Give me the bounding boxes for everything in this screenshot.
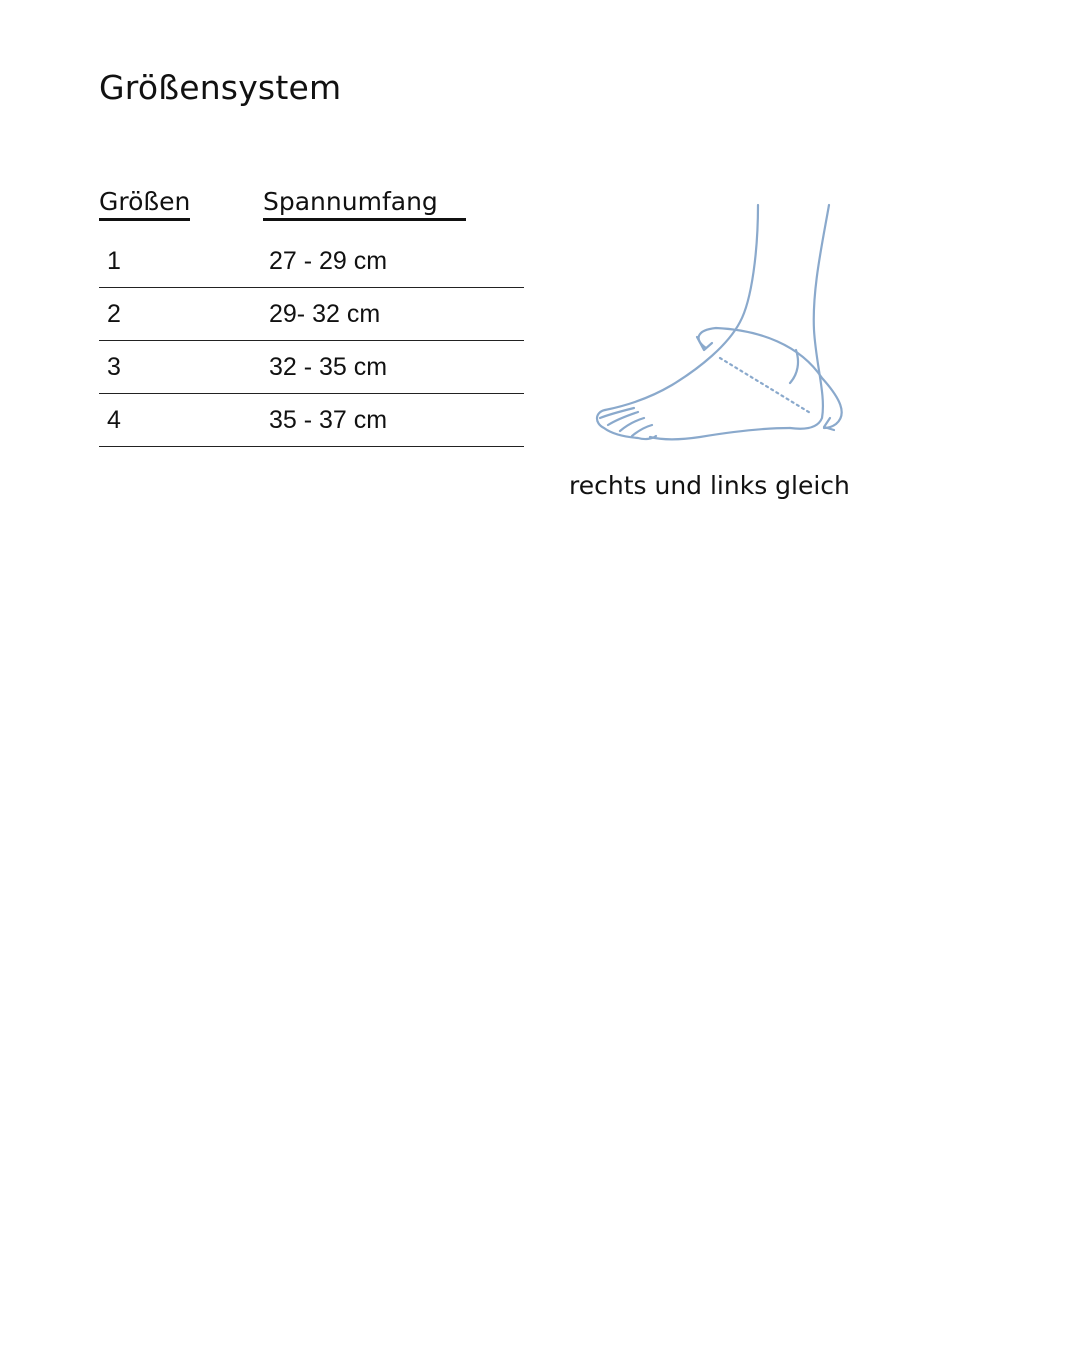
page-title: Größensystem (99, 68, 342, 107)
table-row (99, 235, 524, 288)
table-row (99, 341, 524, 394)
column-header-sizes: Größen (99, 187, 190, 221)
size-cell: 1 (107, 247, 121, 275)
leg-front-outline (605, 205, 758, 410)
size-cell: 3 (107, 353, 121, 381)
leg-back-outline (790, 205, 829, 429)
size-cell: 4 (107, 406, 121, 434)
table-header-row (99, 183, 524, 235)
size-table (99, 183, 524, 447)
range-cell: 35 - 37 cm (269, 406, 388, 434)
range-cell: 27 - 29 cm (269, 247, 388, 275)
toes-outline (597, 410, 656, 439)
sole-outline (650, 428, 790, 439)
table-row (99, 394, 524, 447)
foot-measurement-illustration-icon (585, 195, 860, 455)
range-cell: 32 - 35 cm (269, 353, 388, 381)
range-cell: 29- 32 cm (269, 300, 381, 328)
table-row (99, 288, 524, 341)
column-header-instep-circumference: Spannumfang (263, 187, 466, 221)
caption: rechts und links gleich (569, 471, 850, 500)
size-cell: 2 (107, 300, 121, 328)
